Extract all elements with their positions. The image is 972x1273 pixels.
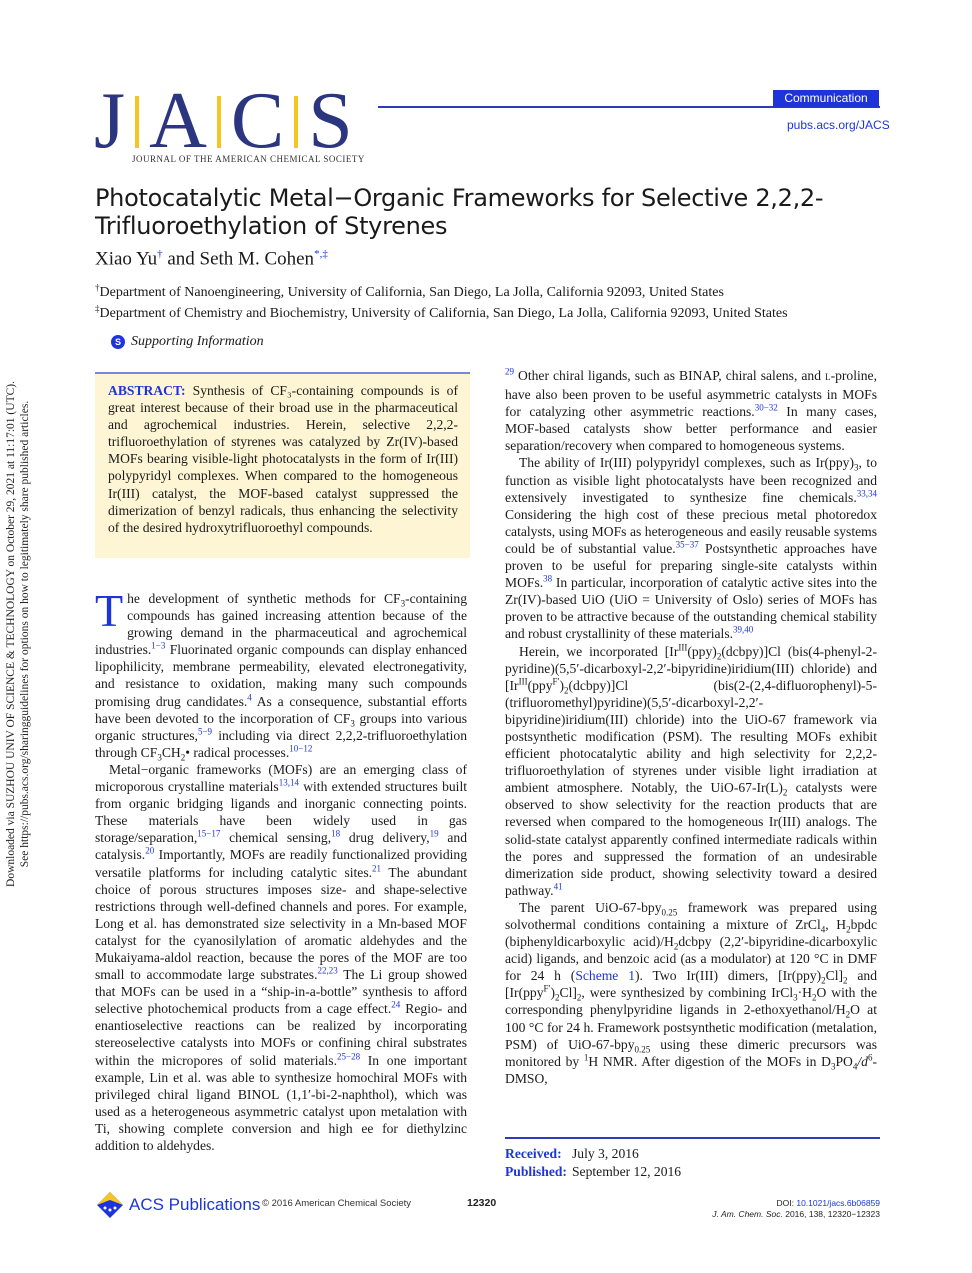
acs-emblem-icon [95, 1190, 125, 1220]
author-marks[interactable]: *,‡ [314, 248, 328, 260]
paragraph [95, 761, 467, 1154]
text-run: dcbpy (2,2′-bipyridine-dicarboxylic acid) ligands, and benzoic acid (as a modulator) at 120 °C in DMF for 24 h ( [505, 934, 877, 984]
text-run: Metal−organic frameworks (MOFs) are an emerging class of microporous crystalline materials [95, 761, 467, 795]
subscript: 3 [830, 1061, 836, 1072]
body-column-right [505, 367, 877, 1087]
supporting-information-link[interactable] [111, 334, 264, 350]
page-number: 12320 [467, 1197, 497, 1209]
text-run: groups into various organic structures, [95, 710, 467, 743]
subscript: 3 [350, 718, 355, 729]
author-joiner: and [167, 248, 195, 270]
logo-letter-j: J [94, 77, 126, 165]
journal-subtitle: JOURNAL OF THE AMERICAN CHEMICAL SOCIETY [132, 154, 365, 164]
affiliation-text: Department of Nanoengineering, University of California, San Diego, La Jolla, California 92093, United States [99, 285, 724, 300]
citation-ref[interactable]: 22,23 [317, 965, 338, 976]
text-run: CH [161, 744, 181, 760]
text-run: Postsynthetic approaches have proven to be useful for preparing single-site catalysts within MOFs. [505, 540, 877, 591]
abstract-label: ABSTRACT: [108, 383, 186, 398]
citation-ref[interactable]: 33,34 [856, 488, 877, 499]
citation-ref[interactable]: 24 [391, 999, 401, 1010]
text-run: The parent UiO-67-bpy [519, 899, 662, 915]
article-type-badge: Communication [773, 90, 879, 107]
citation-ref[interactable]: 41 [553, 881, 563, 892]
logo-letter-c: C [230, 77, 285, 165]
received-date: July 3, 2016 [572, 1146, 639, 1161]
text-run: catalysts were observed to show selectivity for the reaction products that are reversed when compared to the homogeneous Ir(III) analogs. The solid-state catalyst apparently confined intermediate radicals within the pores and suppressed the formation of an undesirable dimerization side product, showing selectivity toward a desired pathway. [505, 780, 877, 898]
citation-ref[interactable]: 35−37 [675, 539, 699, 550]
citation-ref[interactable]: 38 [543, 573, 553, 584]
text-run: (dcbpy)]Cl (bis(2-(2,4-difluorophenyl)-5-(trifluoromethyl)pyridine)(5,5′-dicarboxyl-2,2′-bipyridine)iridium(III) chloride) into the UiO-67 framework via postsynthetic modification (PSM). The resulting MOFs exhibit efficient photocatalytic ability and high selectivity for 2,2,2-trifluoroethylation of styrenes under visible light irradiation at ambient atmosphere. Notably, the UiO-67-Ir(L) [505, 677, 877, 796]
superscript: 1 [583, 1052, 589, 1063]
superscript: 6 [867, 1052, 873, 1063]
acs-publications-logo[interactable] [95, 1190, 260, 1220]
citation-details: 2016, 138, 12320−12323 [785, 1209, 880, 1219]
superscript: F′ [552, 676, 560, 687]
published-label: Published: [505, 1164, 567, 1179]
text-run: O at 100 °C for 24 h. Framework postsynthetic modification (metalation, PSM) of UiO-67-bpy [505, 1002, 877, 1052]
subscript: 2 [564, 685, 569, 696]
citation-ref[interactable]: 30−32 [754, 402, 778, 413]
abstract-text: Synthesis of CF₃-containing compounds is of great interest because of their broad use in the pharmaceutical and agrochemical industries. Herein, selective 2,2,2-trifluoroethylation of styrenes was catalyzed by Zr(IV)-based MOFs bearing visible-light photocatalysts in the form of Ir(III) polypyridyl complexes. When compared to the homogeneous Ir(III) catalyst, the MOF-based catalyst suppressed the dimerization of benzyl radicals, thus enhancing the selectivity of the desired hydroxytrifluoroethyl compounds. [108, 383, 458, 535]
copyright-notice: © 2016 American Chemical Society [262, 1198, 412, 1209]
superscript: III [518, 676, 528, 687]
supporting-info-label[interactable]: Supporting Information [131, 334, 264, 349]
citation-ref[interactable]: 1−3 [151, 640, 166, 651]
citation-ref[interactable]: 21 [372, 862, 382, 873]
scheme-1-link[interactable]: Scheme 1 [575, 968, 635, 984]
author-name[interactable]: Xiao Yu [95, 248, 158, 270]
dates-divider [505, 1137, 880, 1139]
text-run: Regio- and enantioselective reactions can be realized by incorporating stereoselective catalysts into MOFs or confining chiral substrates within the micropores of solid materials. [95, 1001, 467, 1068]
subscript: 3 [157, 752, 162, 763]
text-run: he development of synthetic methods for CF [127, 591, 401, 606]
text-run: (ppy) [687, 643, 717, 659]
affiliation [95, 282, 895, 301]
affiliation-mark: † [95, 282, 100, 293]
text-run: ). Two Ir(III) dimers, [Ir(ppy) [635, 968, 822, 984]
subscript: 3 [400, 598, 406, 609]
text-run: In many cases, MOF-based catalysts show better performance and easier separation/recovery when compared to homogeneous systems. [505, 404, 877, 454]
subscript: 0.25 [661, 907, 678, 918]
text-run: Cl] [825, 968, 844, 984]
citation-ref[interactable]: 4 [247, 692, 252, 703]
citation-ref[interactable]: 25−28 [337, 1051, 361, 1061]
paragraph [505, 454, 877, 642]
text-run: and catalysis. [95, 830, 467, 863]
text-run: In particular, incorporation of catalytic active sites into the Zr(IV)-based UiO (UiO = University of Oslo) series of MOFs has proven to be attractive because of the outstanding chemical stability and robust crystallinity of these materials. [505, 575, 877, 642]
text-run: The ability of Ir(III) polypyridyl complexes, such as Ir(ppy) [519, 455, 854, 471]
journal-abbrev: J. Am. Chem. Soc. [712, 1209, 783, 1219]
subscript: 2 [782, 787, 788, 798]
journal-url-link[interactable]: pubs.acs.org/JACS [787, 118, 890, 132]
text-run: Other chiral ligands, such as BINAP, chiral salens, and [514, 368, 826, 383]
citation-ref[interactable]: 13,14 [278, 777, 299, 788]
text-run: Considering the high cost of these precious metal photoredox catalysts, using MOFs as heterogeneous and easily reusable systems could be of substantial value. [505, 506, 877, 556]
text-run: Importantly, MOFs are readily functionalized providing versatile platforms for including catalytic sites. [95, 847, 467, 880]
subscript: 4 [852, 1061, 858, 1072]
download-notice [4, 354, 32, 914]
subscript: 2 [821, 976, 826, 986]
text-run: H NMR. After digestion of the MOFs in D [588, 1053, 831, 1069]
subscript: 2 [846, 924, 851, 935]
text-run: • radical processes. [185, 744, 290, 760]
text-run: ) [559, 677, 565, 693]
text-run: The abundant choice of porous structures imposes size- and shape-selective restrictions through well-defined channels and pores. For example, Long et al. has demonstrated size selectivity in a Mn-based MOF catalyst for the cyanosilylation of aromatic aldehydes and the Mukaiyama-aldol reaction, because the pores of the MOF are too small to accommodate large substrates. [95, 864, 467, 983]
citation-info [712, 1198, 880, 1220]
affiliation-mark: ‡ [95, 303, 100, 314]
citation-ref[interactable]: 5−9 [197, 726, 213, 737]
download-notice-line: Downloaded via SUZHOU UNIV OF SCIENCE & TECHNOLOGY on October 29, 2021 at 11:17:01 (UTC). [5, 381, 17, 887]
citation-ref[interactable]: 19 [429, 828, 439, 839]
supporting-info-icon: S [111, 335, 125, 349]
text-run: , to function as visible light photocatalysts have been recognized and extensively investigated to synthesize fine chemicals. [505, 455, 877, 505]
text-run: /d [857, 1053, 868, 1069]
logo-divider [294, 96, 298, 148]
sharing-guidelines-line[interactable]: See https://pubs.acs.org/sharingguidelines for options on how to legitimately share published articles. [19, 400, 31, 868]
citation-ref[interactable]: 39,40 [733, 624, 754, 635]
text-run: O with the corresponding phenylpyridine ligands in 2-ethoxyethanol/H [505, 985, 877, 1018]
text-run: -DMSO, [505, 1053, 877, 1086]
text-run: chemical sensing, [220, 830, 332, 846]
text-run: , were synthesized by combining IrCl [581, 985, 794, 1001]
logo-letter-s: S [308, 77, 353, 165]
subscript: 3 [793, 993, 798, 1004]
text-run: As a consequence, substantial efforts have been devoted to the incorporation of CF [95, 693, 467, 726]
small-caps: L [825, 372, 831, 382]
paragraph [505, 643, 877, 899]
subscript: 2 [843, 976, 848, 986]
text-run: framework was prepared using solvothermal conditions containing a mixture of ZrCl [505, 899, 877, 932]
text-run: (ppy [527, 677, 553, 693]
text-run: ·H [797, 985, 812, 1001]
text-run: In one important example, Lin et al. was able to synthesize homochiral MOFs with privileged chiral ligand BINOL (1,1′-bi-2-naphthol), which was used as a heterogeneous asymmetric catalyst upon metalation with Ti, showing complete conversion and high ee for diethylzinc addition to aldehydes. [95, 1052, 467, 1153]
doi-link[interactable]: 10.1021/jacs.6b06859 [796, 1198, 880, 1208]
superscript: III [678, 641, 688, 652]
logo-divider [217, 96, 221, 148]
article-dates [505, 1145, 681, 1181]
author-marks[interactable]: † [157, 248, 163, 260]
citation-ref[interactable]: 29 [505, 366, 514, 377]
doi-label: DOI: [776, 1198, 794, 1208]
text-run: Fluorinated organic compounds can display enhanced lipophilicity, membrane permeability, elevated electronegativity, and resistance to oxidation, making many such compounds promising drug candidates. [95, 642, 467, 709]
author-name[interactable]: Seth M. Cohen [199, 248, 315, 270]
subscript: 2 [576, 993, 582, 1004]
logo-letter-a: A [149, 77, 207, 165]
subscript: 2 [673, 941, 679, 952]
text-run: and [Ir(ppy [505, 968, 878, 1001]
affiliation-text: Department of Chemistry and Biochemistry, University of California, San Diego, La Jolla, California 92093, United States [99, 306, 788, 321]
text-run: using these dimeric precursors was monitored by [505, 1036, 877, 1069]
subscript: 2 [555, 993, 560, 1004]
text-run: Cl] [559, 985, 577, 1001]
subscript: 2 [180, 752, 186, 763]
drop-cap: T [95, 585, 124, 636]
subscript: 2 [845, 1010, 851, 1021]
text-run: -containing compounds has gained increasing attention because of the growing demand in the pharmaceutical and agrochemical industries. [95, 591, 467, 658]
superscript: F′ [543, 983, 551, 994]
published-date: September 12, 2016 [572, 1164, 682, 1179]
citation-ref[interactable]: 15−17 [197, 828, 221, 839]
abstract-box [95, 372, 470, 558]
citation-ref[interactable]: 20 [145, 845, 155, 856]
text-run: ) [550, 985, 556, 1001]
citation-ref[interactable]: 18 [331, 828, 341, 839]
text-run: PO [835, 1053, 853, 1069]
received-label: Received: [505, 1146, 562, 1161]
paragraph [95, 585, 467, 763]
text-run: Herein, we incorporated [Ir [519, 643, 679, 659]
text-run: -proline, have also been proven to be useful asymmetric catalysts in MOFs for catalyzing other asymmetric reactions. [505, 368, 877, 420]
text-run: (dcbpy)]Cl (bis(4-phenyl-2-pyridine)(5,5′-dicarboxyl-2,2′-bipyridine)iridium(III) chloride) and [Ir [505, 643, 877, 693]
article-title: Photocatalytic Metal−Organic Frameworks for Selective 2,2,2-Trifluoroethylation of Styrenes [95, 184, 824, 240]
text-run: , H [825, 917, 847, 932]
subscript: 4 [820, 924, 826, 935]
text-run: bpdc (biphenyldicarboxylic acid)/H [505, 917, 877, 950]
body-column-left [95, 585, 467, 1154]
paragraph-continued [505, 367, 877, 454]
subscript: 2 [716, 651, 722, 662]
text-run: The Li group showed that MOFs can be used in a “ship-in-a-bottle” synthesis to afford selective photochemical products from a cage effect. [95, 967, 467, 1017]
citation-ref[interactable]: 10−12 [289, 743, 313, 754]
subscript: 3 [853, 463, 859, 474]
text-run: including via direct 2,2,2-trifluoroethylation through CF [95, 727, 467, 760]
affiliation [95, 303, 895, 322]
subscript: 0.25 [634, 1044, 651, 1055]
author-list [95, 248, 328, 270]
paragraph [505, 899, 877, 1087]
text-run: with extended structures built from organic bridging ligands and inorganic connecting points. These materials have been widely used in gas storage/separation, [95, 779, 467, 846]
publisher-name: ACS Publications [129, 1195, 261, 1214]
subscript: 2 [811, 993, 817, 1004]
logo-divider [135, 96, 139, 148]
text-run: drug delivery, [340, 830, 430, 846]
